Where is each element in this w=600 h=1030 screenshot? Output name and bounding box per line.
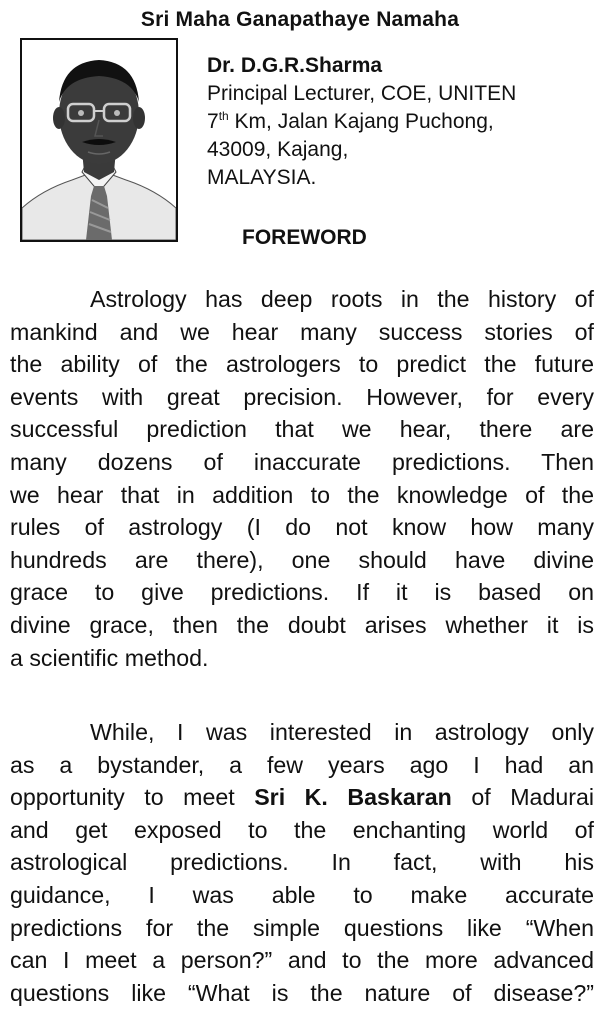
paragraph-line: can I meet a person?” and to the more advanced (10, 947, 594, 974)
paragraph-line (10, 283, 594, 316)
author-portrait-image (22, 40, 176, 240)
section-heading: FOREWORD (242, 226, 367, 249)
address-line-1 (207, 108, 597, 136)
paragraph-line: predictions for the simple questions like “When (10, 914, 594, 941)
paragraph-line: and get exposed to the enchanting world of (10, 816, 594, 843)
paragraph-line (10, 716, 594, 749)
paragraph-line: astrological predictions. In fact, with his (10, 849, 594, 876)
paragraph-line: as a bystander, a few years ago I had an (10, 751, 594, 778)
paragraph-line-text: of Madurai (451, 784, 595, 811)
author-name: Dr. D.G.R.Sharma (207, 54, 383, 77)
paragraph-line: grace to give predictions. If it is based on (10, 579, 594, 606)
author-address-block (207, 52, 597, 192)
address-line-2: 43009, Kajang, (207, 138, 349, 161)
paragraph-line: divine grace, then the doubt arises whether it is (10, 611, 594, 638)
paragraph-line: questions like “What is the nature of disease?” (10, 979, 594, 1006)
address-line-3: MALAYSIA. (207, 166, 317, 189)
paragraph-line-text: opportunity to meet (10, 784, 255, 811)
paragraph-2 (10, 716, 594, 1009)
paragraph-line: guidance, I was able to make accurate (10, 881, 594, 908)
paragraph-line: events with great precision. However, for every (10, 383, 594, 410)
author-title: Principal Lecturer, COE, UNITEN (207, 82, 517, 105)
person-name-emphasis: Sri K. Baskaran (254, 784, 452, 811)
paragraph-1 (10, 283, 594, 674)
paragraph-line: mankind and we hear many success stories of (10, 318, 594, 345)
paragraph-line: successful prediction that we hear, there are (10, 416, 594, 443)
author-photo (20, 38, 178, 242)
paragraph-line (10, 781, 594, 814)
paragraph-line: the ability of the astrologers to predict the future (10, 351, 594, 378)
paragraph-line: a scientific method. (10, 644, 209, 671)
paragraph-line: rules of astrology (I do not know how many (10, 514, 594, 541)
paragraph-line: hundreds are there), one should have divine (10, 546, 594, 573)
address-line-1-rest: Km, Jalan Kajang Puchong, (228, 110, 494, 133)
paragraph-line: we hear that in addition to the knowledge of the (10, 481, 594, 508)
address-line-1-number: 7 (207, 110, 219, 133)
paragraph-line-text: While, I was interested in astrology only (90, 719, 594, 745)
paragraph-line: many dozens of inaccurate predictions. Then (10, 448, 594, 475)
invocation-title: Sri Maha Ganapathaye Namaha (140, 8, 460, 31)
paragraph-line-text: Astrology has deep roots in the history of (90, 286, 594, 312)
address-line-1-ordinal: th (218, 109, 229, 123)
